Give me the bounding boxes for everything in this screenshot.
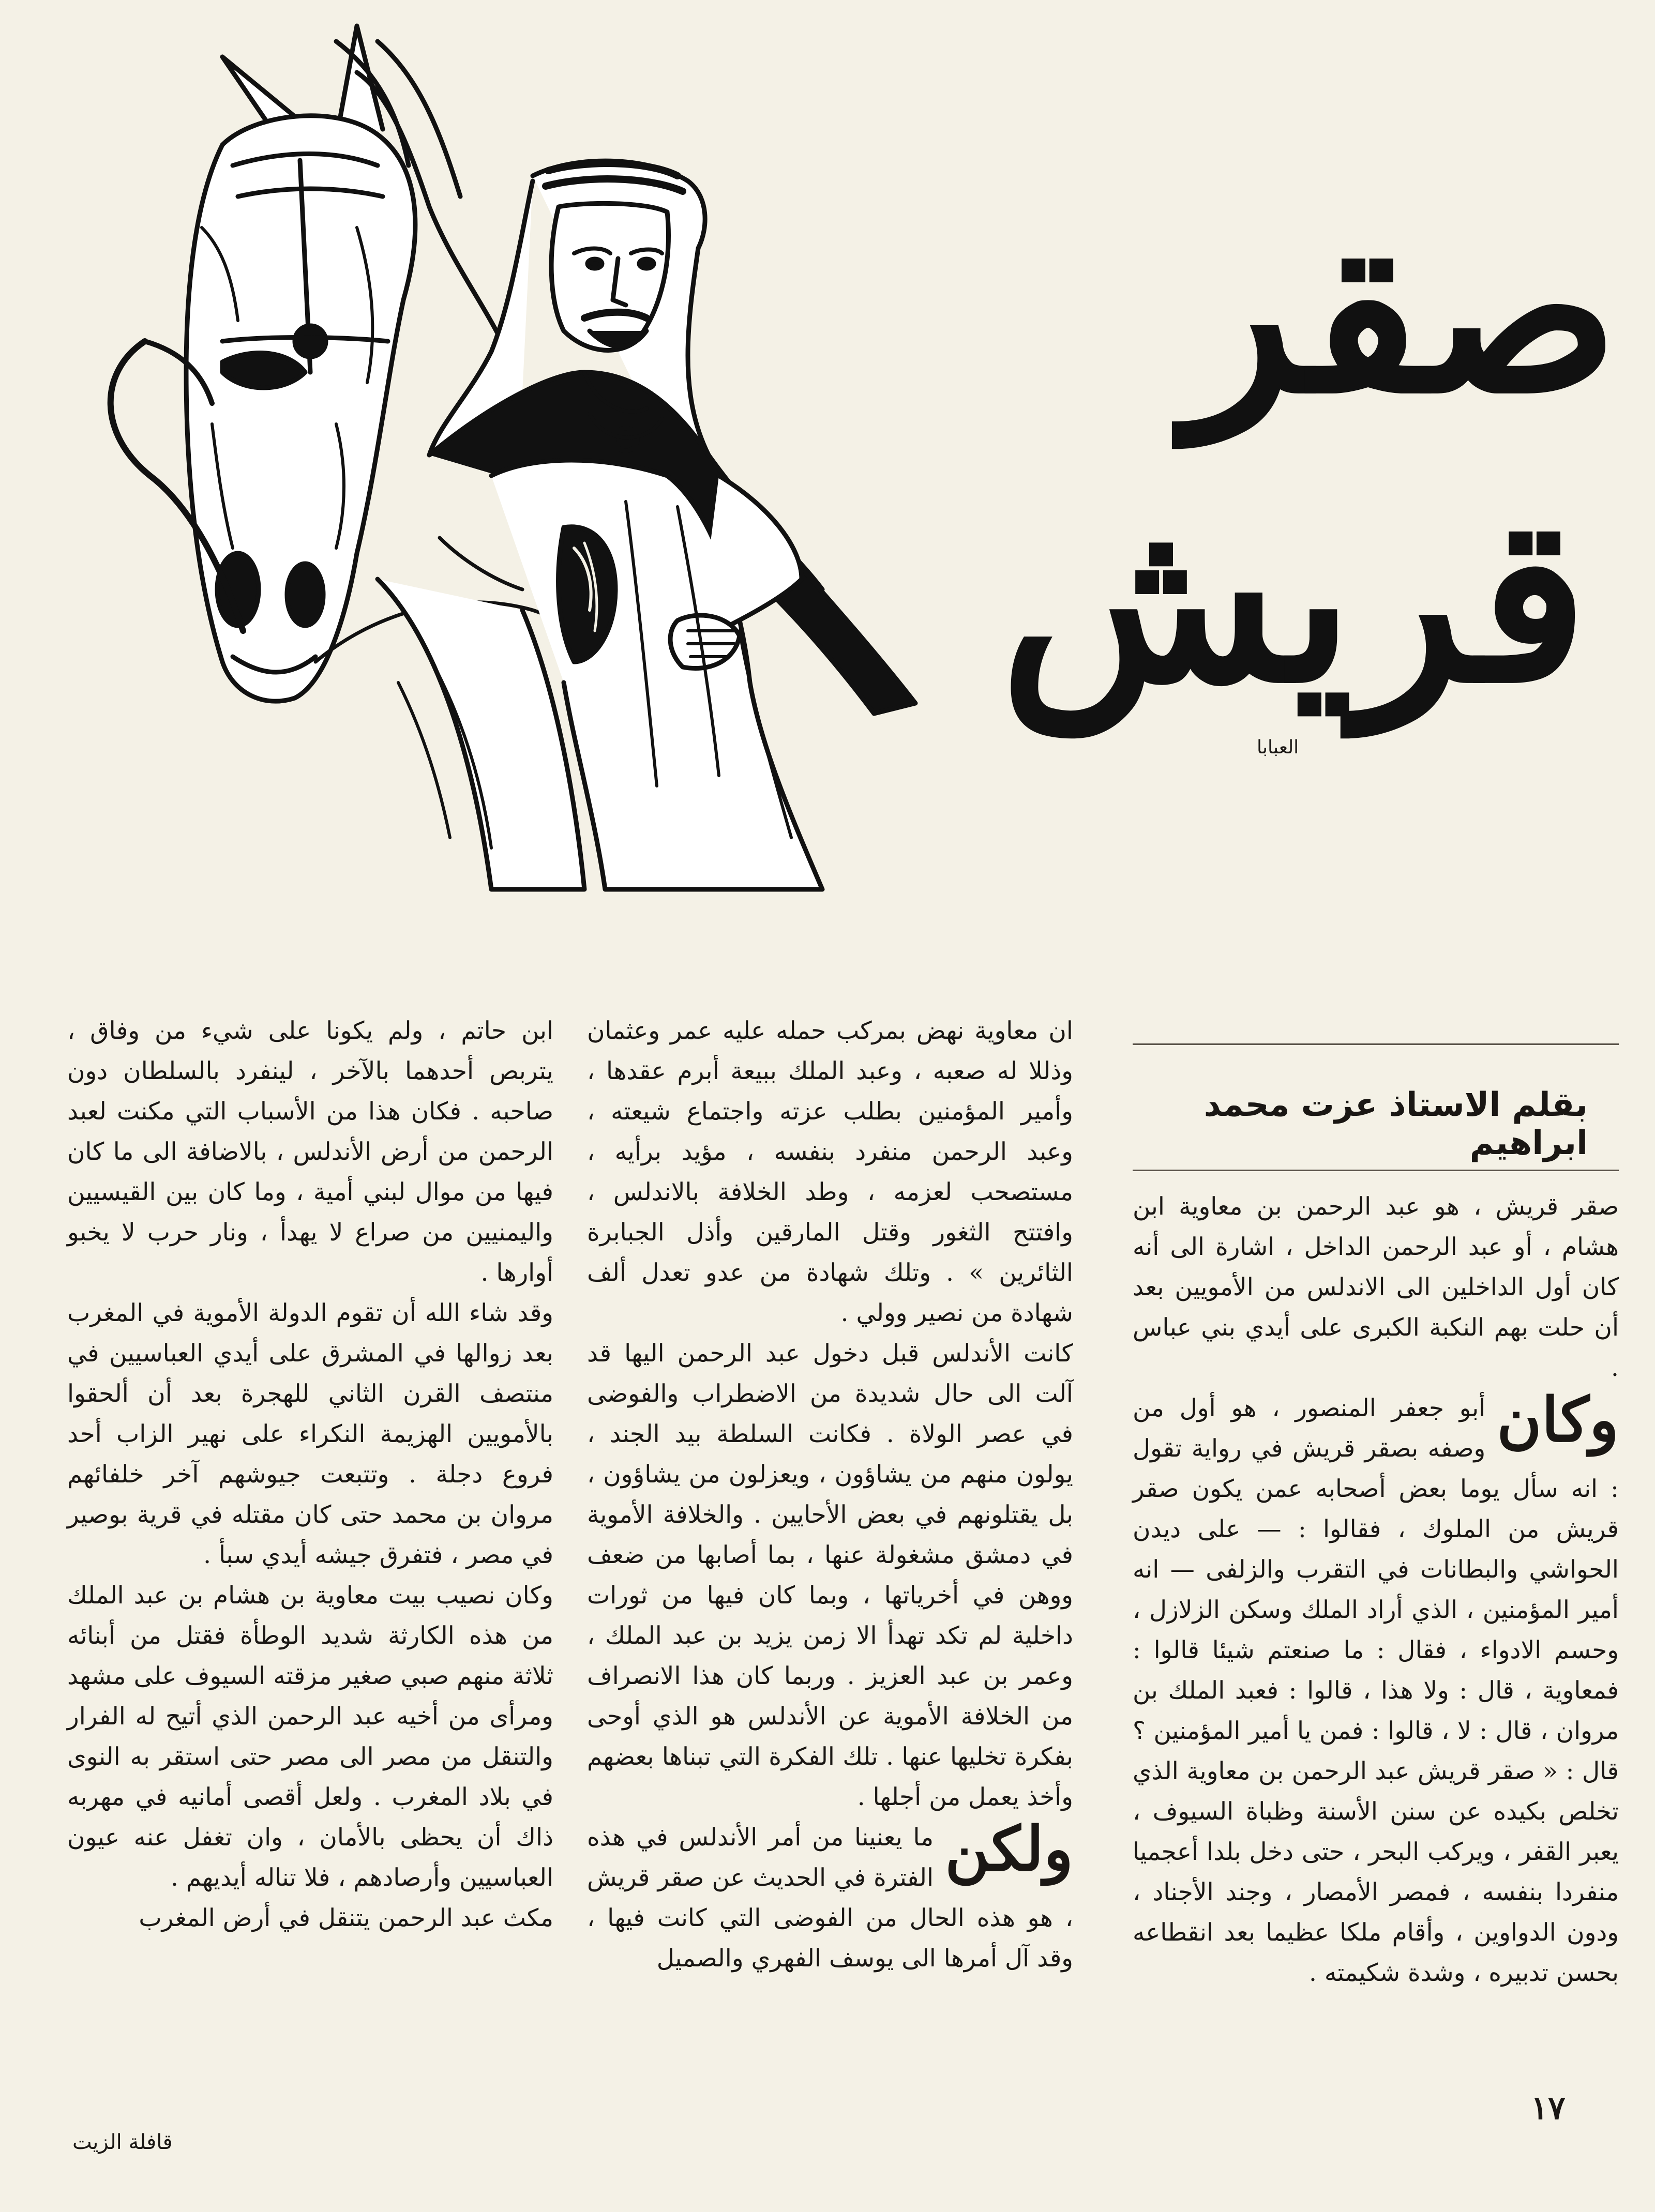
paragraph-text: أبو جعفر المنصور ، هو أول من وصفه بصقر قريش في رواية تقول : انه سأل يوما بعض أصحابه عمن يكون صقر قريش من الملوك ، فقالوا : — على ديدن الحواشي والبطانات في التقرب والزلفى — انه أمير المؤمنين ، الذي أراد الملك وسكن الزلازل ، وحسم الادواء ، فقال : ما صنعتم شيئا قالوا : فمعاوية ، قال : ولا هذا ، قالوا : فعبد الملك بن مروان ، قال : لا ، قالوا : فمن يا أمير المؤمنين ؟ قال : « صقر قريش عبد الرحمن بن معاوية الذي تخلص بكيده عن سنن الأسنة وظباة السيوف ، يعبر القفر ، ويركب البحر ، حتى دخل بلدا أعجميا منفردا بنفسه ، فمصر الأمصار ، وجند الأجناد ، ودون الدواوين ، وأقام ملكا عظيما بعد انقطاعه بحسن تدبيره ، وشدة شكيمته . (1133, 1394, 1619, 1987)
article-paragraph: وكان نصيب بيت معاوية بن هشام بن عبد الملك من هذه الكارثة شديد الوطأة فقتل من أبنائه ثلاثة منهم صبي صغير مزقته السيوف على مشهد ومرأى من أخيه عبد الرحمن الذي أتيح له الفرار والتنقل من مصر الى مصر حتى استقر به النوى في بلاد المغرب . ولعل أقصى أمانيه في مهربه ذاك أن يحظى بالأمان ، وان تغفل عنه عيون العباسيين وأرصادهم ، فلا تناله أيديهم . (67, 1581, 553, 1892)
title-line-2: قريش (1000, 466, 1588, 733)
title-line-1: صقر (1185, 176, 1619, 444)
byline-bottom-rule (1133, 1170, 1619, 1171)
magazine-name: قافلة الزيت (72, 2130, 173, 2154)
article-intro-paragraph: صقر قريش ، هو عبد الرحمن بن معاوية ابن هشام ، أو عبد الرحمن الداخل ، اشارة الى أنه كان أول الداخلين الى الاندلس من الأمويين بعد أن حلت بهم النكبة الكبرى على أيدي بني عباس . (1133, 1192, 1619, 1382)
byline-top-rule (1133, 1043, 1619, 1045)
paragraph-text: ما يعنينا من أمر الأندلس في هذه الفترة في الحديث عن صقر قريش ، هو هذه الحال من الفوضى التي كانت فيها ، وقد آل أمرها الى يوسف الفهري والصميل (587, 1823, 1073, 1973)
article-paragraph (587, 1813, 1073, 1979)
article-paragraph (1133, 1384, 1619, 1993)
page-number: ١٧ (1531, 2089, 1566, 2127)
text-column-left (67, 1011, 553, 1938)
article-paragraph: مكث عبد الرحمن يتنقل في أرض المغرب (139, 1904, 553, 1932)
author-byline: بقلم الاستاذ عزت محمد ابراهيم (1203, 1086, 1588, 1162)
text-column-middle (587, 1011, 1073, 1979)
article-title-block (1000, 176, 1619, 781)
article-paragraph: وقد شاء الله أن تقوم الدولة الأموية في المغرب بعد زوالها في المشرق على أيدي العباسيين في منتصف القرن الثاني للهجرة بعد أن ألحقوا بالأمويين الهزيمة النكراء على نهير الزاب أحد فروع دجلة . وتتبعت جيوشهم آخر خلفائهم مروان بن محمد حتى كان مقتله في قرية بوصير في مصر ، فتفرق جيشه أيدي سبأ . (67, 1299, 553, 1569)
text-column-right (1133, 1187, 1619, 1993)
article-paragraph: كانت الأندلس قبل دخول عبد الرحمن اليها قد آلت الى حال شديدة من الاضطراب والفوضى في عصر الولاة . فكانت السلطة بيد الجند ، يولون منهم من يشاؤون ، ويعزلون من يشاؤون ، بل يقتلونهم في بعض الأحايين . والخلافة الأموية في دمشق مشغولة عنها ، بما أصابها من ضعف ووهن في أخرياتها ، وبما كان فيها من ثورات داخلية لم تكد تهدأ الا زمن يزيد بن عبد الملك ، وعمر بن عبد العزيز . وربما كان هذا الانصراف من الخلافة الأموية عن الأندلس هو الذي أوحى بفكرة تخليها عنها . تلك الفكرة التي تبناها بعضهم وأخذ يعمل من أجلها . (587, 1339, 1073, 1811)
horse-rider-illustration (67, 10, 926, 905)
dropcap-word: وكان (1497, 1384, 1619, 1456)
dropcap-word: ولكن (945, 1813, 1073, 1885)
article-paragraph: ابن حاتم ، ولم يكونا على شيء من وفاق ، يتربص أحدهما بالآخر ، لينفرد بالسلطان دون صاحبه . فكان هذا من الأسباب التي مكنت لعبد الرحمن من أرض الأندلس ، بالاضافة الى ما كان فيها من موال لبني أمية ، وما كان بين القيسيين واليمنيين من صراع لا يهدأ ، ونار حرب لا يخبو أوارها . (67, 1017, 553, 1287)
illustrator-signature: العبابا (1257, 737, 1299, 758)
article-paragraph: ان معاوية نهض بمركب حمله عليه عمر وعثمان وذللا له صعبه ، وعبد الملك ببيعة أبرم عقدها ، وأمير المؤمنين بطلب عزته واجتماع شيعته ، وعبد الرحمن منفرد بنفسه ، مؤيد برأيه ، مستصحب لعزمه ، وطد الخلافة بالاندلس ، وافتتح الثغور وقتل المارقين وأذل الجبابرة الثائرين » . وتلك شهادة من عدو تعدل ألف شهادة من نصير وولي . (587, 1017, 1073, 1327)
